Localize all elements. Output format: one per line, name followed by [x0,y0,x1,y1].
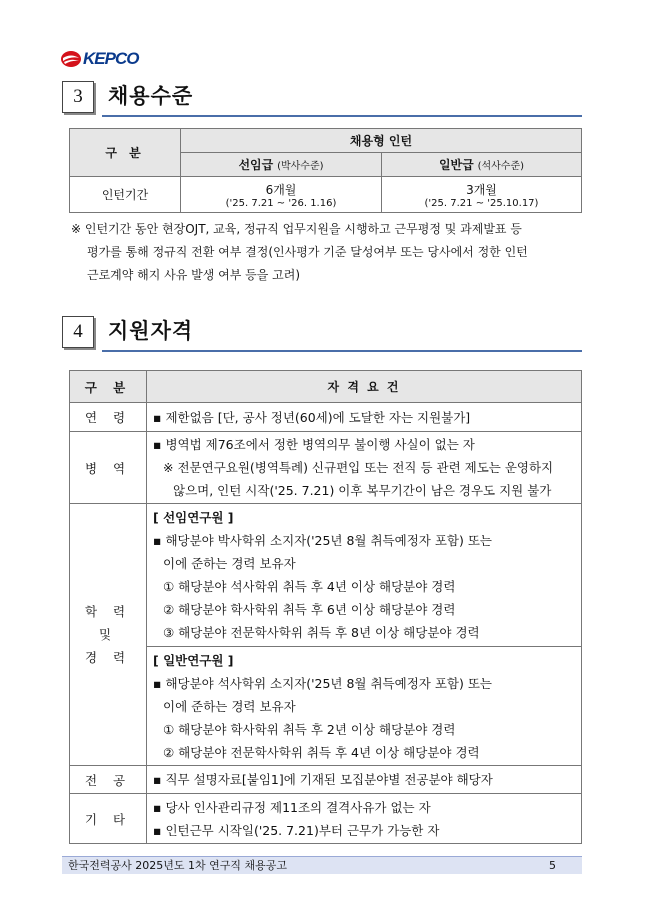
military-line: 않으며, 인턴 시작('25. 7.21) 이후 복무기간이 남은 경우도 지원 불가 [173,483,552,498]
general-header [382,153,582,177]
kepco-logo [60,48,138,70]
row-label: 인턴기간 [70,177,181,213]
military-line: ▪ 병역법 제76조에서 정한 병역의무 불이행 사실이 없는 자 [153,437,475,452]
senior-period: 6개월 [265,182,297,197]
senior-line: ▪ 해당분야 박사학위 소지자('25년 8월 취득예정자 포함) 또는 [153,533,492,548]
senior-line: ③ 해당분야 전문학사학위 취득 후 8년 이상 해당분야 경력 [163,625,480,640]
general-line: ▪ 해당분야 석사학위 소지자('25년 8월 취득예정자 포함) 또는 [153,675,492,691]
general-period: 3개월 [466,182,497,197]
page-footer [62,856,582,874]
senior-period-cell [181,177,382,213]
logo-text: KEPCO [83,49,139,68]
education-label-1: 학 력 [84,604,132,619]
senior-header [181,153,382,177]
general-label: 일반급 [438,158,474,172]
section-title: 채용수준 [108,84,194,108]
age-label: 연 령 [70,403,147,432]
intern-note [71,218,581,287]
col-header: 구 분 [70,129,181,177]
general-line: ② 해당분야 전문학사학위 취득 후 4년 이상 해당분야 경력 [163,744,480,760]
general-sub: (석사수준) [477,161,525,172]
general-title: [ 일반연구원 ] [153,652,234,668]
education-label-2: 및 [98,627,118,642]
section-title: 지원자격 [108,319,194,343]
military-line: ※ 전문연구요원(병역특례) 신규편입 또는 전직 등 관련 제도는 운영하지 [163,460,554,475]
section-underline [102,350,582,352]
general-qualification-cell [147,647,582,766]
other-line: ▪ 당사 인사관리규정 제11조의 결격사유가 없는 자 [153,799,431,815]
senior-title: [ 선임연구원 ] [153,510,234,525]
general-line: ① 해당분야 학사학위 취득 후 2년 이상 해당분야 경력 [163,721,456,737]
major-line: ▪ 직무 설명자료[붙임1]에 기재된 모집분야별 전공분야 해당자 [153,772,493,787]
general-line: 이에 준하는 경력 보유자 [163,698,296,714]
education-label-3: 경 력 [84,650,132,665]
education-label [70,504,147,766]
section-4-heading [62,316,582,352]
other-label: 기 타 [70,794,147,844]
major-label: 전 공 [70,766,147,794]
section-3-heading [62,81,582,117]
note-line: 평가를 통해 정규직 전환 여부 결정(인사평가 기준 달성여부 또는 당사에서 정한 인턴 [87,245,528,259]
page-number: 5 [549,859,556,872]
hiring-level-table [69,128,582,213]
senior-line: ① 해당분야 석사학위 취득 후 4년 이상 해당분야 경력 [163,579,456,594]
note-line: ※ 인턴기간 동안 현장OJT, 교육, 정규직 업무지원을 시행하고 근무평정 및 과제발표 등 [71,222,522,236]
col-header: 구 분 [70,371,147,403]
military-label: 병 역 [70,432,147,504]
note-line: 근로계약 해지 사유 발생 여부 등을 고려) [87,268,301,282]
senior-qualification-cell [147,504,582,647]
req-header: 자 격 요 건 [147,371,582,403]
qualification-table [69,370,582,844]
section-number: 4 [62,316,94,348]
senior-dates: ('25. 7.21 ~ '26. 1.16) [225,197,337,209]
kepco-logo-icon [60,49,82,69]
general-period-cell [382,177,582,213]
group-header: 채용형 인턴 [181,129,582,153]
major-cell [147,766,582,794]
general-dates: ('25. 7.21 ~ '25.10.17) [424,197,539,209]
footer-title: 한국전력공사 2025년도 1차 연구직 채용공고 [68,859,287,872]
age-line: ▪ 제한없음 [단, 공사 정년(60세)에 도달한 자는 지원불가] [153,409,471,425]
section-number: 3 [62,81,94,113]
section-underline [102,115,582,117]
age-text [147,403,582,432]
senior-line: 이에 준하는 경력 보유자 [163,556,296,571]
senior-label: 선임급 [238,158,274,172]
military-cell [147,432,582,504]
other-line: ▪ 인턴근무 시작일('25. 7.21)부터 근무가 가능한 자 [153,822,440,838]
senior-line: ② 해당분야 학사학위 취득 후 6년 이상 해당분야 경력 [163,602,456,617]
senior-sub: (박사수준) [277,161,324,172]
other-cell [147,794,582,844]
